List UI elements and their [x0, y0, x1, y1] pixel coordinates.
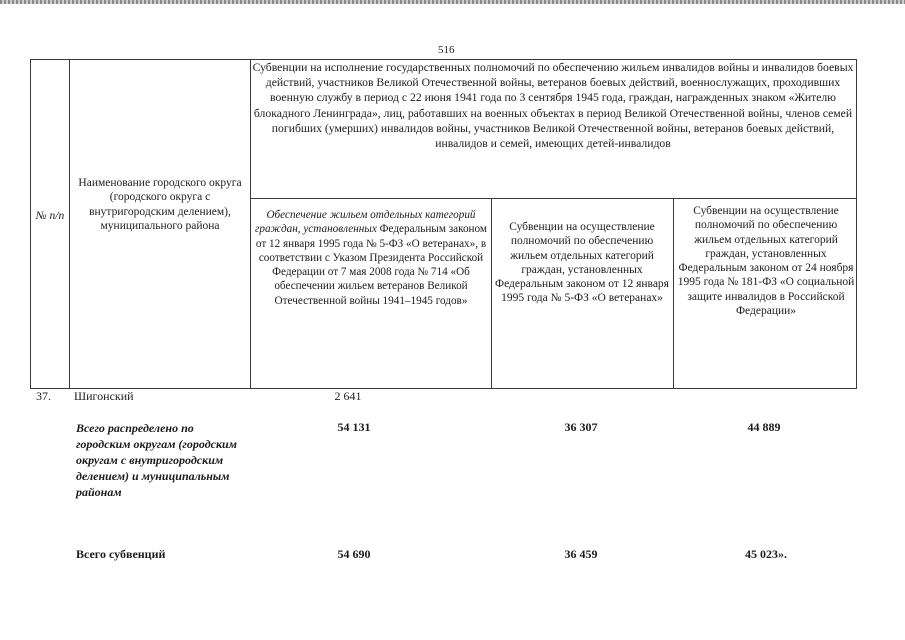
total-distributed-col2: 36 307 [564, 420, 598, 434]
grand-total-col3: 45 023». [745, 547, 787, 561]
grand-total-col1: 54 690 [337, 547, 371, 561]
grand-total-col2: 36 459 [564, 547, 598, 561]
row-municipality-name: Шигонский [74, 389, 134, 403]
header-municipality-column: Наименование городского округа (городского округа с внутригородским делением), муниципального района [78, 177, 242, 232]
header-column-1-italic: Обеспечение жильем отдельных категорий граждан, установленных [254, 209, 476, 236]
total-distributed-col1: 54 131 [337, 420, 371, 434]
header-column-2: Субвенции на осуществление полномочий по обеспечению жильем отдельных категорий граждан, установленных Федеральным законом от 12 января 1995 года № 5-ФЗ «О ветеранах» [495, 221, 669, 305]
header-column-1-rest: Федеральным законом от 12 января 1995 года № 5-ФЗ «О ветеранах», в соответствии с Указом Президента Российской Федерации от 7 мая 2008 года № 714 «Об обеспечении жильем ветеранов Великой Отечественной войны 1941–1945 годов» [255, 223, 487, 307]
header-column-3: Субвенции на осуществление полномочий по обеспечению жильем отдельных категорий граждан, установленных Федеральным законом от 24 ноября 1995 года № 181-ФЗ «О социальной защите инвалидов в Российской Федерации» [677, 205, 855, 318]
grand-total-label: Всего субвенций [76, 547, 166, 561]
row-value-col1: 2 641 [334, 389, 362, 403]
scan-edge [0, 0, 905, 4]
header-subvention-title: Субвенции на исполнение государственных полномочий по обеспечению жильем инвалидов войны и инвалидов боевых действий, участников Великой Отечественной войны, ветеранов боевых действий, военнослужащих, проходивших военную службу в период с 22 июня 1941 года по 3 сентября 1945 года, граждан, награжденных знаком «Жителю блокадного Ленинграда», лиц, работавших на военных объектах в период Великой Отечественной войны, членов семей погибших (умерших) инвалидов войны, участников Великой Отечественной войны, ветеранов боевых действий, инвалидов и семей, имеющих детей-инвалидов [252, 61, 854, 151]
total-distributed-col3: 44 889 [747, 420, 781, 434]
total-distributed-label: Всего распределено по городским округам (городским округам с внутригородским делением) и муниципальным районам [76, 421, 237, 499]
row-number: 37. [36, 389, 51, 403]
page-number: 516 [438, 44, 455, 56]
header-column-1 [252, 208, 490, 308]
header-number-column: № п/п [35, 210, 65, 222]
